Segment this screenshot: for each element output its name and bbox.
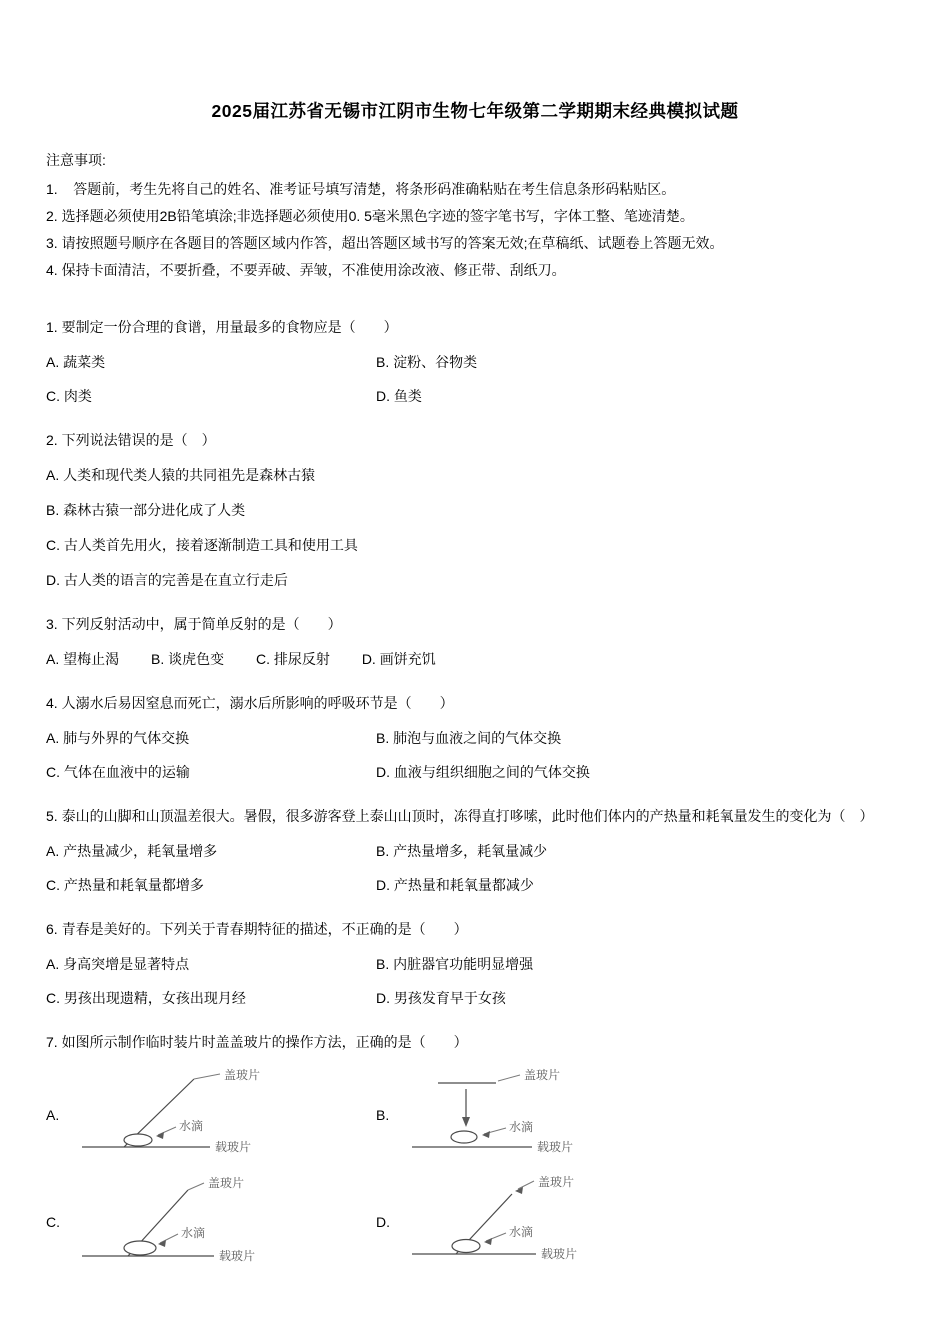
question-5-option-c: C. 产热量和耗氧量都增多 <box>46 877 204 893</box>
question-1-options <box>46 352 904 406</box>
question-5-option-a: A. 产热量减少，耗氧量增多 <box>46 843 218 859</box>
notice-heading: 注意事项: <box>46 152 106 168</box>
coverslip-label: 盖玻片 <box>538 1175 575 1189</box>
question-4-stem: 4. 人溺水后易因窒息而死亡，溺水后所影响的呼吸环节是（ ） <box>46 695 454 711</box>
coverslip-label: 盖玻片 <box>524 1068 561 1082</box>
question-5-option-b: B. 产热量增多，耗氧量减少 <box>376 843 548 859</box>
coverslip-leader-line <box>498 1075 520 1081</box>
slide-label: 载玻片 <box>215 1140 252 1154</box>
water-drop-ellipse <box>452 1240 480 1253</box>
question-4-option-c: C. 气体在血液中的运输 <box>46 764 190 780</box>
water-drop-label: 水滴 <box>509 1120 534 1134</box>
question-7-option-a-letter: A. <box>46 1106 60 1123</box>
question-6-option-d: D. 男孩发育早于女孩 <box>376 990 506 1006</box>
question-5-options <box>46 841 904 895</box>
question-4 <box>46 692 904 782</box>
question-7-diagrams <box>46 1067 904 1269</box>
question-7-option-b-letter: B. <box>376 1106 390 1123</box>
water-drop-arrowhead-icon <box>158 1240 166 1247</box>
water-drop-ellipse <box>124 1134 152 1146</box>
question-7 <box>46 1031 904 1269</box>
question-7-option-a <box>46 1067 376 1162</box>
question-7-option-d <box>376 1174 904 1269</box>
question-6-options <box>46 954 904 1008</box>
question-1-option-d: D. 鱼类 <box>376 388 422 404</box>
question-1-option-a: A. 蔬菜类 <box>46 354 106 370</box>
slide-label: 载玻片 <box>541 1247 578 1261</box>
question-2-options <box>46 465 904 590</box>
coverslip-slant-diagram-d <box>408 1174 638 1269</box>
water-drop-arrowhead-icon <box>156 1132 164 1139</box>
down-arrow-icon <box>462 1117 470 1127</box>
question-4-options <box>46 728 904 782</box>
question-2-option-b: B. 森林古猿一部分进化成了人类 <box>46 502 246 518</box>
water-drop-arrowhead-icon <box>484 1238 492 1245</box>
question-3-option-a: A. 望梅止渴 <box>46 651 120 667</box>
question-7-stem: 7. 如图所示制作临时装片时盖盖玻片的操作方法，正确的是（ ） <box>46 1034 468 1050</box>
question-7-option-c-letter: C. <box>46 1213 60 1230</box>
question-6-option-b: B. 内脏器官功能明显增强 <box>376 956 534 972</box>
notice-item-2: 2. 选择题必须使用2B铅笔填涂;非选择题必须使用0. 5毫米黑色字迹的签字笔书写，字体工整、笔迹清楚。 <box>46 208 694 224</box>
page-title: 2025届江苏省无锡市江阴市生物七年级第二学期期末经典模拟试题 <box>211 101 739 121</box>
coverslip-label: 盖玻片 <box>208 1176 245 1190</box>
question-6 <box>46 918 904 1008</box>
coverslip-leader-line <box>188 1183 204 1190</box>
coverslip-slant-diagram-a <box>78 1067 308 1162</box>
notice-section <box>46 149 904 284</box>
notice-item-3: 3. 请按照题号顺序在各题目的答题区域内作答，超出答题区域书写的答案无效;在草稿纸、试题卷上答题无效。 <box>46 235 724 251</box>
question-2-option-c: C. 古人类首先用火，接着逐渐制造工具和使用工具 <box>46 537 358 553</box>
slide-label: 载玻片 <box>219 1249 256 1263</box>
question-3 <box>46 613 904 669</box>
question-1 <box>46 316 904 406</box>
water-drop-ellipse <box>451 1131 477 1143</box>
question-3-option-d: D. 画饼充饥 <box>361 651 436 667</box>
question-4-option-a: A. 肺与外界的气体交换 <box>46 730 190 746</box>
coverslip-leader-line <box>194 1074 220 1079</box>
question-1-stem: 1. 要制定一份合理的食谱，用量最多的食物应是（ ） <box>46 319 398 335</box>
question-6-option-a: A. 身高突增是显著特点 <box>46 956 190 972</box>
question-1-option-c: C. 肉类 <box>46 388 92 404</box>
coverslip-leader-line <box>518 1181 534 1189</box>
notice-item-4: 4. 保持卡面清洁，不要折叠，不要弄破、弄皱，不准使用涂改液、修正带、刮纸刀。 <box>46 262 566 278</box>
question-5-stem: 5. 泰山的山脚和山顶温差很大。暑假，很多游客登上泰山山顶时，冻得直打哆嗦，此时他们体内的产热量和耗氧量发生的变化为（ ） <box>46 808 874 824</box>
slide-label: 载玻片 <box>537 1140 574 1154</box>
coverslip-label: 盖玻片 <box>224 1068 261 1082</box>
question-2-option-d: D. 古人类的语言的完善是在直立行走后 <box>46 572 288 588</box>
question-7-option-c <box>46 1174 376 1269</box>
water-drop-label: 水滴 <box>181 1226 206 1240</box>
question-5 <box>46 805 904 895</box>
question-5-option-d: D. 产热量和耗氧量都减少 <box>376 877 534 893</box>
water-drop-arrowhead-icon <box>482 1131 490 1138</box>
notice-item-1: 1. 答题前，考生先将自己的姓名、准考证号填写清楚，将条形码准确粘贴在考生信息条形码粘贴区。 <box>46 181 676 197</box>
question-1-option-b: B. 淀粉、谷物类 <box>376 354 478 370</box>
question-3-option-b: B. 谈虎色变 <box>151 651 225 667</box>
question-3-option-c: C. 排尿反射 <box>256 651 330 667</box>
water-drop-label: 水滴 <box>179 1119 204 1133</box>
question-6-option-c: C. 男孩出现遗精，女孩出现月经 <box>46 990 246 1006</box>
question-2-stem: 2. 下列说法错误的是（ ） <box>46 432 216 448</box>
question-2-option-a: A. 人类和现代类人猿的共同祖先是森林古猿 <box>46 467 316 483</box>
question-3-stem: 3. 下列反射活动中，属于简单反射的是（ ） <box>46 616 342 632</box>
question-4-option-d: D. 血液与组织细胞之间的气体交换 <box>376 764 590 780</box>
question-6-stem: 6. 青春是美好的。下列关于青春期特征的描述，不正确的是（ ） <box>46 921 468 937</box>
question-2 <box>46 429 904 590</box>
question-7-option-d-letter: D. <box>376 1213 390 1230</box>
coverslip-slant-diagram-c <box>78 1174 308 1269</box>
water-drop-label: 水滴 <box>509 1225 534 1239</box>
question-4-option-b: B. 肺泡与血液之间的气体交换 <box>376 730 562 746</box>
water-drop-ellipse <box>124 1241 156 1255</box>
question-3-options <box>46 649 904 669</box>
coverslip-flat-diagram-b <box>408 1067 638 1162</box>
question-7-option-b <box>376 1067 904 1162</box>
